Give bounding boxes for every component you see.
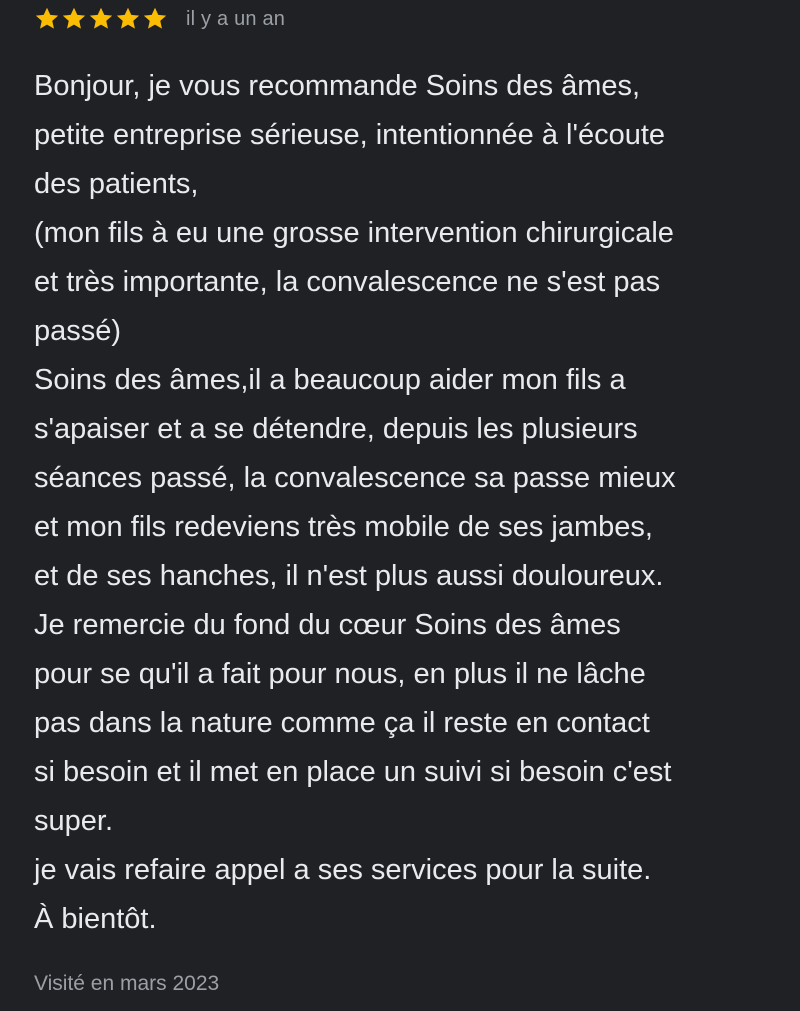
star-rating: [34, 6, 168, 32]
review-text-line: pour se qu'il a fait pour nous, en plus il ne lâche: [34, 658, 646, 690]
review-text-line: pas dans la nature comme ça il reste en contact: [34, 707, 650, 739]
review-text-line: des patients,: [34, 168, 199, 200]
review-text-line: et mon fils redeviens très mobile de ses jambes,: [34, 511, 653, 543]
review-text-line: À bientôt.: [34, 903, 157, 935]
review-text-line: séances passé, la convalescence sa passe mieux: [34, 462, 676, 494]
star-icon: [34, 6, 60, 32]
star-icon: [88, 6, 114, 32]
review-text-line: Bonjour, je vous recommande Soins des âmes,: [34, 70, 641, 102]
review-time: il y a un an: [186, 7, 286, 30]
review-header: [34, 4, 285, 34]
review-text-line: (mon fils à eu une grosse intervention chirurgicale: [34, 217, 674, 249]
review-text-line: super.: [34, 805, 113, 837]
star-icon: [142, 6, 168, 32]
review-text: [34, 62, 784, 944]
review-text-line: et très importante, la convalescence ne s'est pas: [34, 266, 661, 298]
review-text-line: je vais refaire appel a ses services pour la suite.: [34, 854, 652, 886]
review-text-line: Soins des âmes,il a beaucoup aider mon fils a: [34, 364, 626, 396]
review-text-line: passé): [34, 315, 122, 347]
review-text-line: Je remercie du fond du cœur Soins des âmes: [34, 609, 621, 641]
visit-date: Visité en mars 2023: [34, 972, 220, 995]
review-text-line: et de ses hanches, il n'est plus aussi douloureux.: [34, 560, 664, 592]
review-text-line: petite entreprise sérieuse, intentionnée à l'écoute: [34, 119, 666, 151]
review-text-line: si besoin et il met en place un suivi si besoin c'est: [34, 756, 672, 788]
star-icon: [115, 6, 141, 32]
review-text-line: s'apaiser et a se détendre, depuis les plusieurs: [34, 413, 638, 445]
star-icon: [61, 6, 87, 32]
